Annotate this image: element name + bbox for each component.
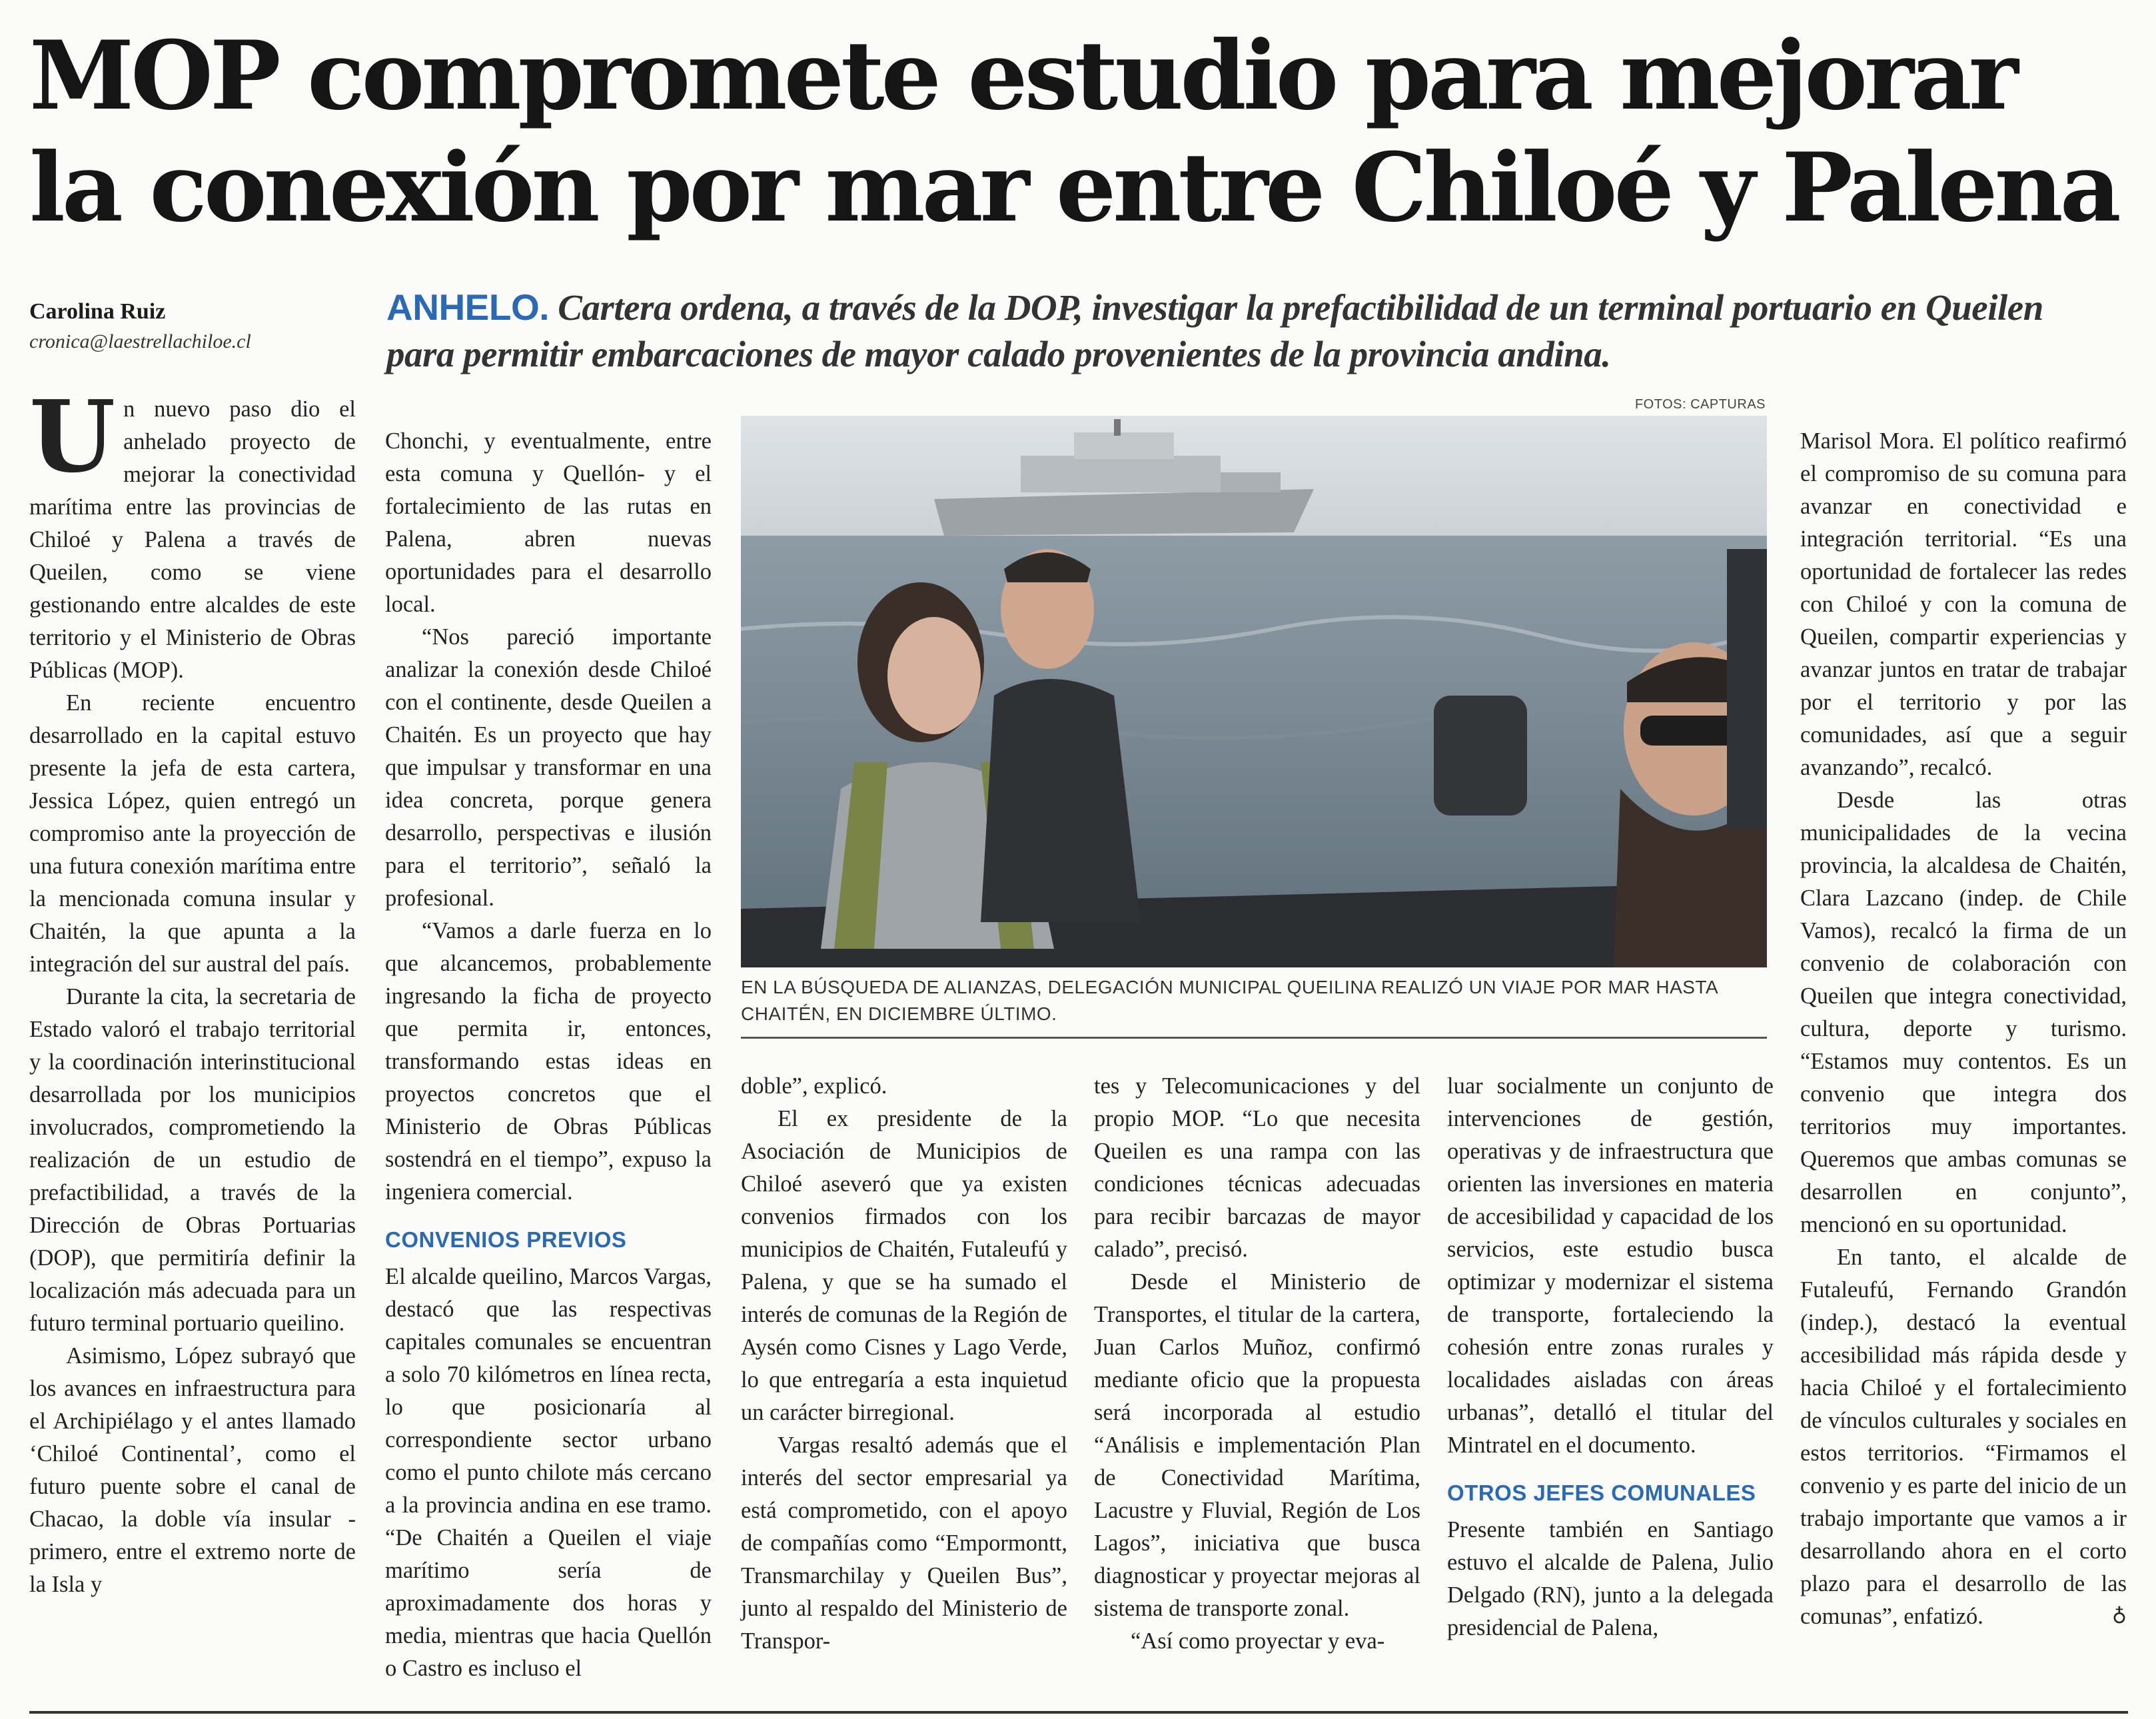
paragraph: El alcalde queilino, Marcos Vargas, destacó que las respectivas capitales comunales se encuentran a solo 70 kilómetros en línea recta, lo que posicionaría al correspondiente sector urbano como el punto chilote más cercano a la provincia andina en ese tramo. “De Chaitén a Queilen el viaje marítimo sería de aproximadamente dos horas y media, mientras que hacia Quellón o Castro es incluso el [385, 1264, 712, 1681]
headline [29, 20, 2128, 244]
paragraph: En reciente encuentro desarrollado en la capital estuvo presente la jefa de esta cartera, Jessica López, quien entregó un compromiso ante la proyección de una futura conexión marítima entre la mencionada comuna insular y Chaitén, la que apunta a la integración del sur austral del país. [29, 690, 356, 977]
column-4 [1094, 1070, 1420, 1710]
paragraph: El ex presidente de la Asociación de Municipios de Chiloé aseveró que ya existen convenios firmados con los municipios de Chaitén, Futaleufú y Palena, y que se ha sumado el interés de comunas de la Región de Aysén como Cisnes y Lago Verde, lo que entregaría a esta inquietud un carácter birregional. [741, 1106, 1067, 1425]
paragraph: “Así como proyectar y eva- [1131, 1628, 1385, 1654]
paragraph: En tanto, el alcalde de Futaleufú, Fernando Grandón (indep.), destacó la eventual accesibilidad más rápida desde y hacia Chiloé y el fortalecimiento de vínculos culturales y sociales en estos territorios. “Firmamos el convenio y es parte del inicio de un trabajo importante que vamos a ir desarrollando ahora en el corto plazo para el desarrollo de las comunas”, enfatizó. ♁ [1800, 1241, 2127, 1633]
subhead-kicker: ANHELO. [386, 286, 549, 328]
paragraph: luar socialmente un conjunto de intervenciones de gestión, operativas y de infraestructura que orienten las inversiones en materia de accesibilidad y capacidad de los servicios, este estudio busca optimizar y modernizar el sistema de transporte, fortaleciendo la cohesión entre zonas rurales y localidades aisladas con áreas urbanas”, detalló el titular del Mintratel en el documento. [1447, 1073, 1774, 1458]
paragraph: Asimismo, López subrayó que los avances en infraestructura para el Archipiélago y el antes llamado ‘Chiloé Continental’, como el futuro puente sobre el canal de Chacao, la doble vía insular -primero, entre el extremo norte de la Isla y [29, 1343, 356, 1597]
paragraph: Chonchi, y eventualmente, entre esta comuna y Quellón- y el fortalecimiento de las rutas en Palena, abren nuevas oportunidades para el desarrollo local. [385, 428, 712, 617]
paragraph: “Nos pareció importante analizar la conexión desde Chiloé con el continente, desde Queilen a Chaitén. Es un proyecto que hay que impulsar y transformar en una idea concreta, porque genera desarrollo, perspectivas e ilusión para el territorio”, señaló la profesional. [385, 624, 712, 911]
column-3 [741, 1070, 1067, 1710]
headline-line-1: MOP compromete estudio para mejorar [29, 21, 2015, 131]
paragraph: tes y Telecomunicaciones y del propio MOP. “Lo que necesita Queilen es una rampa con las condiciones técnicas adecuadas para recibir barcazas de mayor calado”, precisó. [1094, 1073, 1420, 1262]
author-email[interactable]: cronica@laestrellachiloe.cl [29, 330, 251, 352]
paragraph: Desde las otras municipalidades de la vecina provincia, la alcaldesa de Chaitén, Clara Lazcano (indep. de Chile Vamos), recalcó la firma de un convenio de colaboración con Queilen que integra conectividad, cultura, deporte y turismo. “Estamos muy contentos. Es un convenio que integra dos territorios muy importantes. Queremos que ambas comunas se desarrollen en conjunto”, mencionó en su oportunidad. [1800, 788, 2127, 1237]
paragraph: Durante la cita, la secretaria de Estado valoró el trabajo territorial y la coordinación interinstitucional desarrollada por los municipios involucrados, comprometiendo la realización de un estudio de prefactibilidad, a través de la Dirección de Obras Portuarias (DOP), que permitiría definir la localización más adecuada para un futuro terminal portuario queilino. [29, 984, 356, 1336]
section-heading-otros-jefes: OTROS JEFES COMUNALES [1447, 1480, 1756, 1505]
paragraph: “Vamos a darle fuerza en lo que alcancemos, probablemente ingresando la ficha de proyecto que permita ir, entonces, transformando estas ideas en proyectos concretos que el Ministerio de Obras Públicas sostendrá en el tiempo”, expuso la ingeniera comercial. [385, 918, 712, 1205]
paragraph: doble”, explicó. [741, 1073, 887, 1099]
subhead-text: Cartera ordena, a través de la DOP, investigar la prefactibilidad de un terminal portuario en Queilen para permitir embarcaciones de mayor calado provenientes de la provincia andina. [386, 287, 2043, 374]
paragraph: Marisol Mora. El político reafirmó el compromiso de su comuna para avanzar en conectividad e integración territorial. “Es una oportunidad de fortalecer las redes con Chiloé y con la comuna de Queilen, compartir experiencias y avanzar juntos en tratar de trabajar por el territorio y por las comunidades, así que a seguir avanzando”, recalcó. [1800, 428, 2127, 780]
subheadline [386, 284, 2119, 378]
end-mark-icon: ♁ [2112, 1605, 2127, 1628]
column-6 [1800, 425, 2127, 1698]
bottom-rule [29, 1711, 2128, 1714]
column-5 [1447, 1070, 1774, 1710]
section-heading-convenios: CONVENIOS PREVIOS [385, 1227, 627, 1252]
column-1 [29, 378, 356, 1699]
headline-line-2: la conexión por mar entre Chiloé y Palena [29, 133, 2118, 243]
outboard-motor [1434, 696, 1527, 816]
author-name: Carolina Ruiz [29, 299, 166, 324]
paragraph: Vargas resaltó además que el interés del sector empresarial ya está comprometido, con el apoyo de compañías como “Empormontt, Transmarchilay y Queilen Bus”, junto al respaldo del Ministerio de Transpor- [741, 1432, 1067, 1654]
photo-credit: FOTOS: CAPTURAS [1634, 397, 1766, 412]
person-far-right [1727, 549, 1767, 829]
article-photo [741, 416, 1767, 967]
photo-caption: EN LA BÚSQUEDA DE ALIANZAS, DELEGACIÓN MUNICIPAL QUEILINA REALIZÓ UN VIAJE POR MAR HASTA CHAITÉN, EN DICIEMBRE ÚLTIMO. [741, 977, 1718, 1024]
lead-paragraph: Un nuevo paso dio el anhelado proyecto de mejorar la conectividad marítima entre las provincias de Chiloé y Palena a través de Queilen, como se viene gestionando entre alcaldes de este territorio y el Ministerio de Obras Públicas (MOP). [29, 378, 356, 683]
byline [29, 297, 369, 357]
photo-divider [741, 1037, 1767, 1039]
column-2 [385, 425, 712, 1698]
paragraph: Presente también en Santiago estuvo el alcalde de Palena, Julio Delgado (RN), junto a la delegada presidencial de Palena, [1447, 1517, 1774, 1640]
drop-cap: U [29, 378, 116, 494]
paragraph: Desde el Ministerio de Transportes, el titular de la cartera, Juan Carlos Muñoz, confirmó mediante oficio que la propuesta será incorporada al estudio “Análisis e implementación Plan de Conectividad Marítima, Lacustre y Fluvial, Región de Los Lagos”, iniciativa que busca diagnosticar y proyectar mejoras al sistema de transporte zonal. [1094, 1269, 1420, 1621]
